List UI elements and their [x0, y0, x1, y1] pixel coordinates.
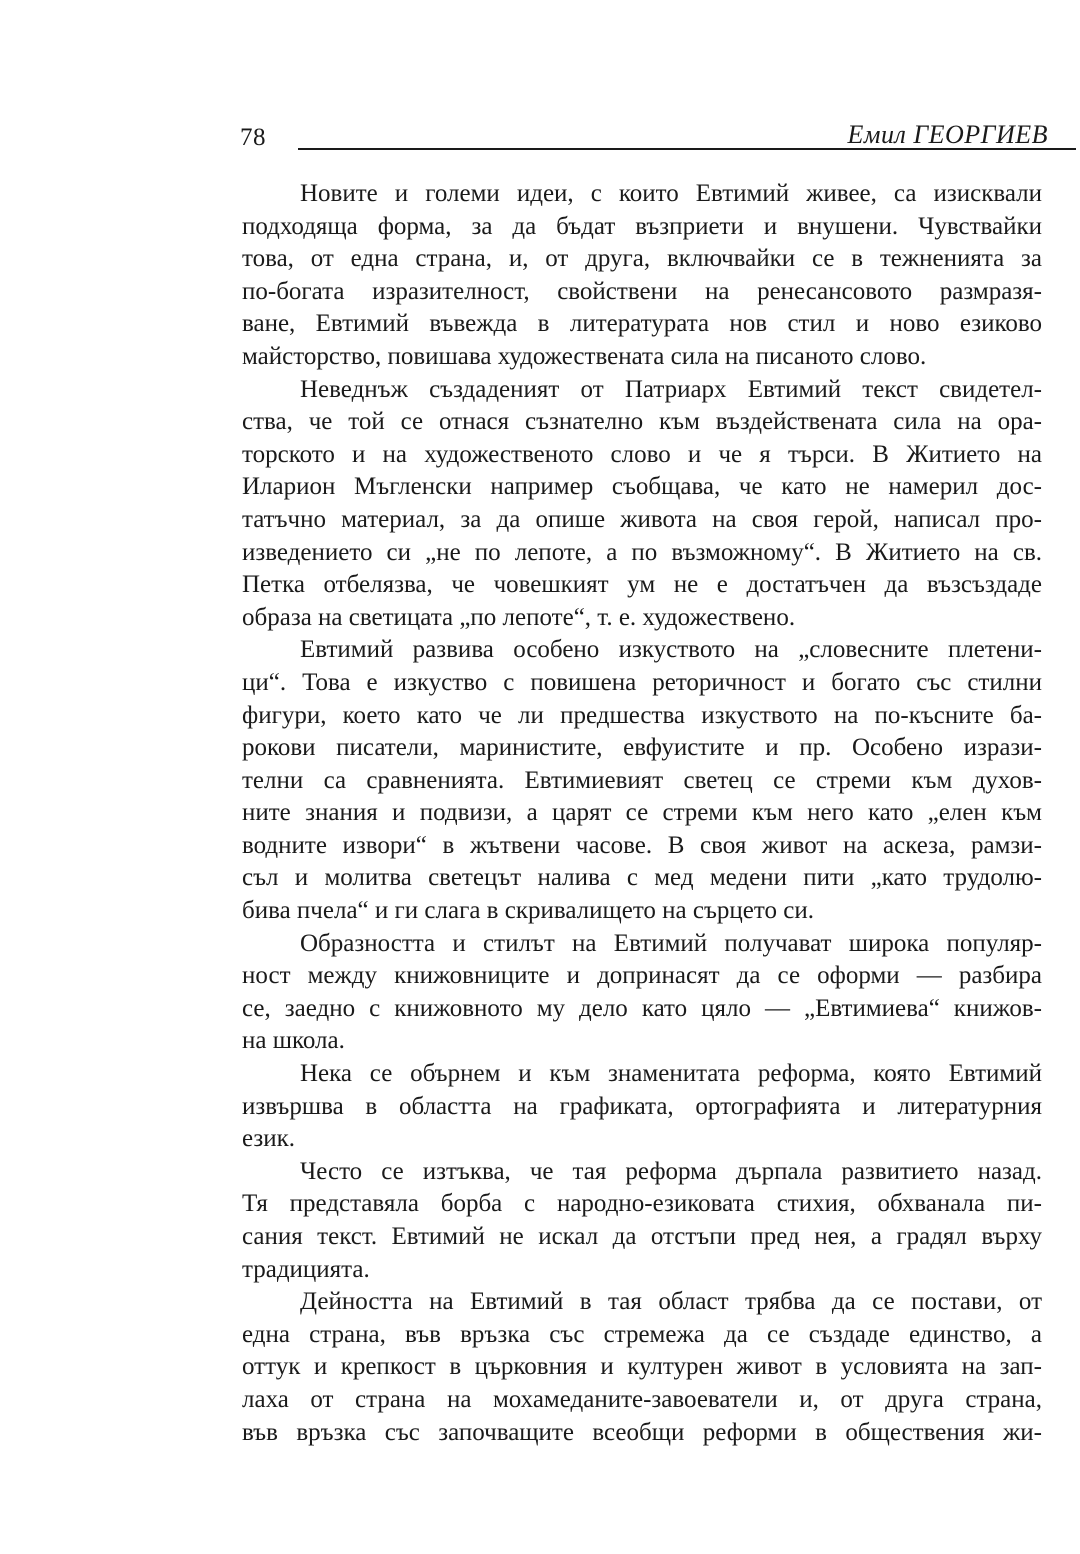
text-line: Тя представяла борба с народно-езиковата стихия, обхванала пи- [242, 1190, 1042, 1218]
text-line: на школа. [242, 1027, 345, 1055]
text-line: рокови писатели, маринистите, евфуистите и пр. Особено изрази- [242, 734, 1042, 762]
text-line: език. [242, 1125, 296, 1153]
text-line: фигури, което като че ли предшества изкуството на по-късните ба- [242, 701, 1042, 729]
text-line: ност между книжовниците и допринасят да се оформи — разбира [242, 962, 1042, 990]
text-line: Новите и големи идеи, с които Евтимий живее, са изисквали [300, 180, 1042, 207]
text-line: традицията. [242, 1255, 370, 1283]
text-line: Иларион Мъгленски например съобщава, че като не намерил дос- [242, 473, 1042, 501]
text-line: Неведнъж създаденият от Патриарх Евтимий текст свидетел- [300, 375, 1042, 403]
text-line: извършва в областта на графиката, ортографията и литературния [242, 1092, 1042, 1120]
paragraph [242, 178, 1042, 374]
text-line: образа на светицата „по лепоте“, т. е. художествено. [242, 603, 796, 631]
text-line: сания текст. Евтимий не искал да отстъпи пред нея, а градял върху [242, 1223, 1042, 1250]
text-line: във връзка със започващите всеобщи реформи в обществения жи- [242, 1418, 1042, 1446]
text-line: телни са сравненията. Евтимиевият светец се стреми към духов- [242, 766, 1042, 794]
text-line: Образността и стилът на Евтимий получават широка популяр- [300, 929, 1042, 957]
text-line: ване, Евтимий въвежда в литературата нов стил и ново езиково [242, 310, 1042, 338]
page-number: 78 [240, 124, 266, 151]
text-line: Често се изтъква, че тая реформа дърпала развитието назад. [300, 1157, 1042, 1185]
text-line: торското и на художественото слово и че я търси. В Житието на [242, 440, 1042, 468]
text-line: по-богата изразителност, свойствени на ренесансовото размразя- [242, 277, 1042, 305]
text-line: изведението си „не по лепоте, а по възможному“. В Житието на св. [242, 538, 1042, 566]
body-text [242, 178, 1042, 1449]
text-line: се, заедно с книжовното му дело като цяло — „Евтимиева“ книжов- [242, 994, 1042, 1022]
text-line: това, от една страна, и, от друга, включвайки се в тежненията за [242, 245, 1042, 273]
text-line: Евтимий развива особено изкуството на „словесните плетени- [300, 636, 1042, 664]
paragraph [242, 374, 1042, 635]
text-line: татъчно материал, за да опише живота на своя герой, написал про- [242, 505, 1042, 533]
paragraph [242, 928, 1042, 1058]
text-line: една страна, във връзка със стремежа да се създаде единство, а [242, 1320, 1042, 1348]
text-line: ните знания и подвизи, а царят се стреми към него като „елен към [242, 799, 1042, 827]
text-line: водните извори“ в жътвени часове. В своя живот на аскеза, рамзи- [242, 831, 1042, 859]
paragraph [242, 1156, 1042, 1286]
text-line: оттук и крепкост в църковния и културен живот в условията на зап- [242, 1353, 1042, 1381]
text-line: подходяща форма, за да бъдат възприети и внушени. Чувствайки [242, 212, 1042, 240]
text-line: майсторство, повишава художествената сила на писаното слово. [242, 342, 927, 370]
text-line: ци“. Това е изкуство с повишена реторичност и богато със стилни [242, 668, 1042, 696]
paragraph [242, 1058, 1042, 1156]
text-line: Дейността на Евтимий в тая област трябва да се постави, от [300, 1288, 1042, 1316]
text-line: Петка отбелязва, че човешкият ум не е достатъчен да възсъздаде [242, 571, 1042, 599]
text-line: Нека се обърнем и към знаменитата реформа, която Евтимий [300, 1060, 1042, 1088]
text-line: бива пчела“ и ги слага в скривалището на сърцето си. [242, 897, 814, 925]
paragraph [242, 634, 1042, 927]
text-line: ства, че той се отнася съзнателно към въздействената сила на ора- [242, 408, 1042, 436]
text-line: лаха от страна на мохамеданите-завоеватели и, от друга страна, [242, 1385, 1042, 1413]
running-head: Емил ГЕОРГИЕВ [847, 120, 1048, 149]
paragraph [242, 1286, 1042, 1449]
text-line: съл и молитва светецът налива с мед медени пити „като трудолю- [242, 864, 1042, 892]
page-header [240, 120, 1048, 160]
